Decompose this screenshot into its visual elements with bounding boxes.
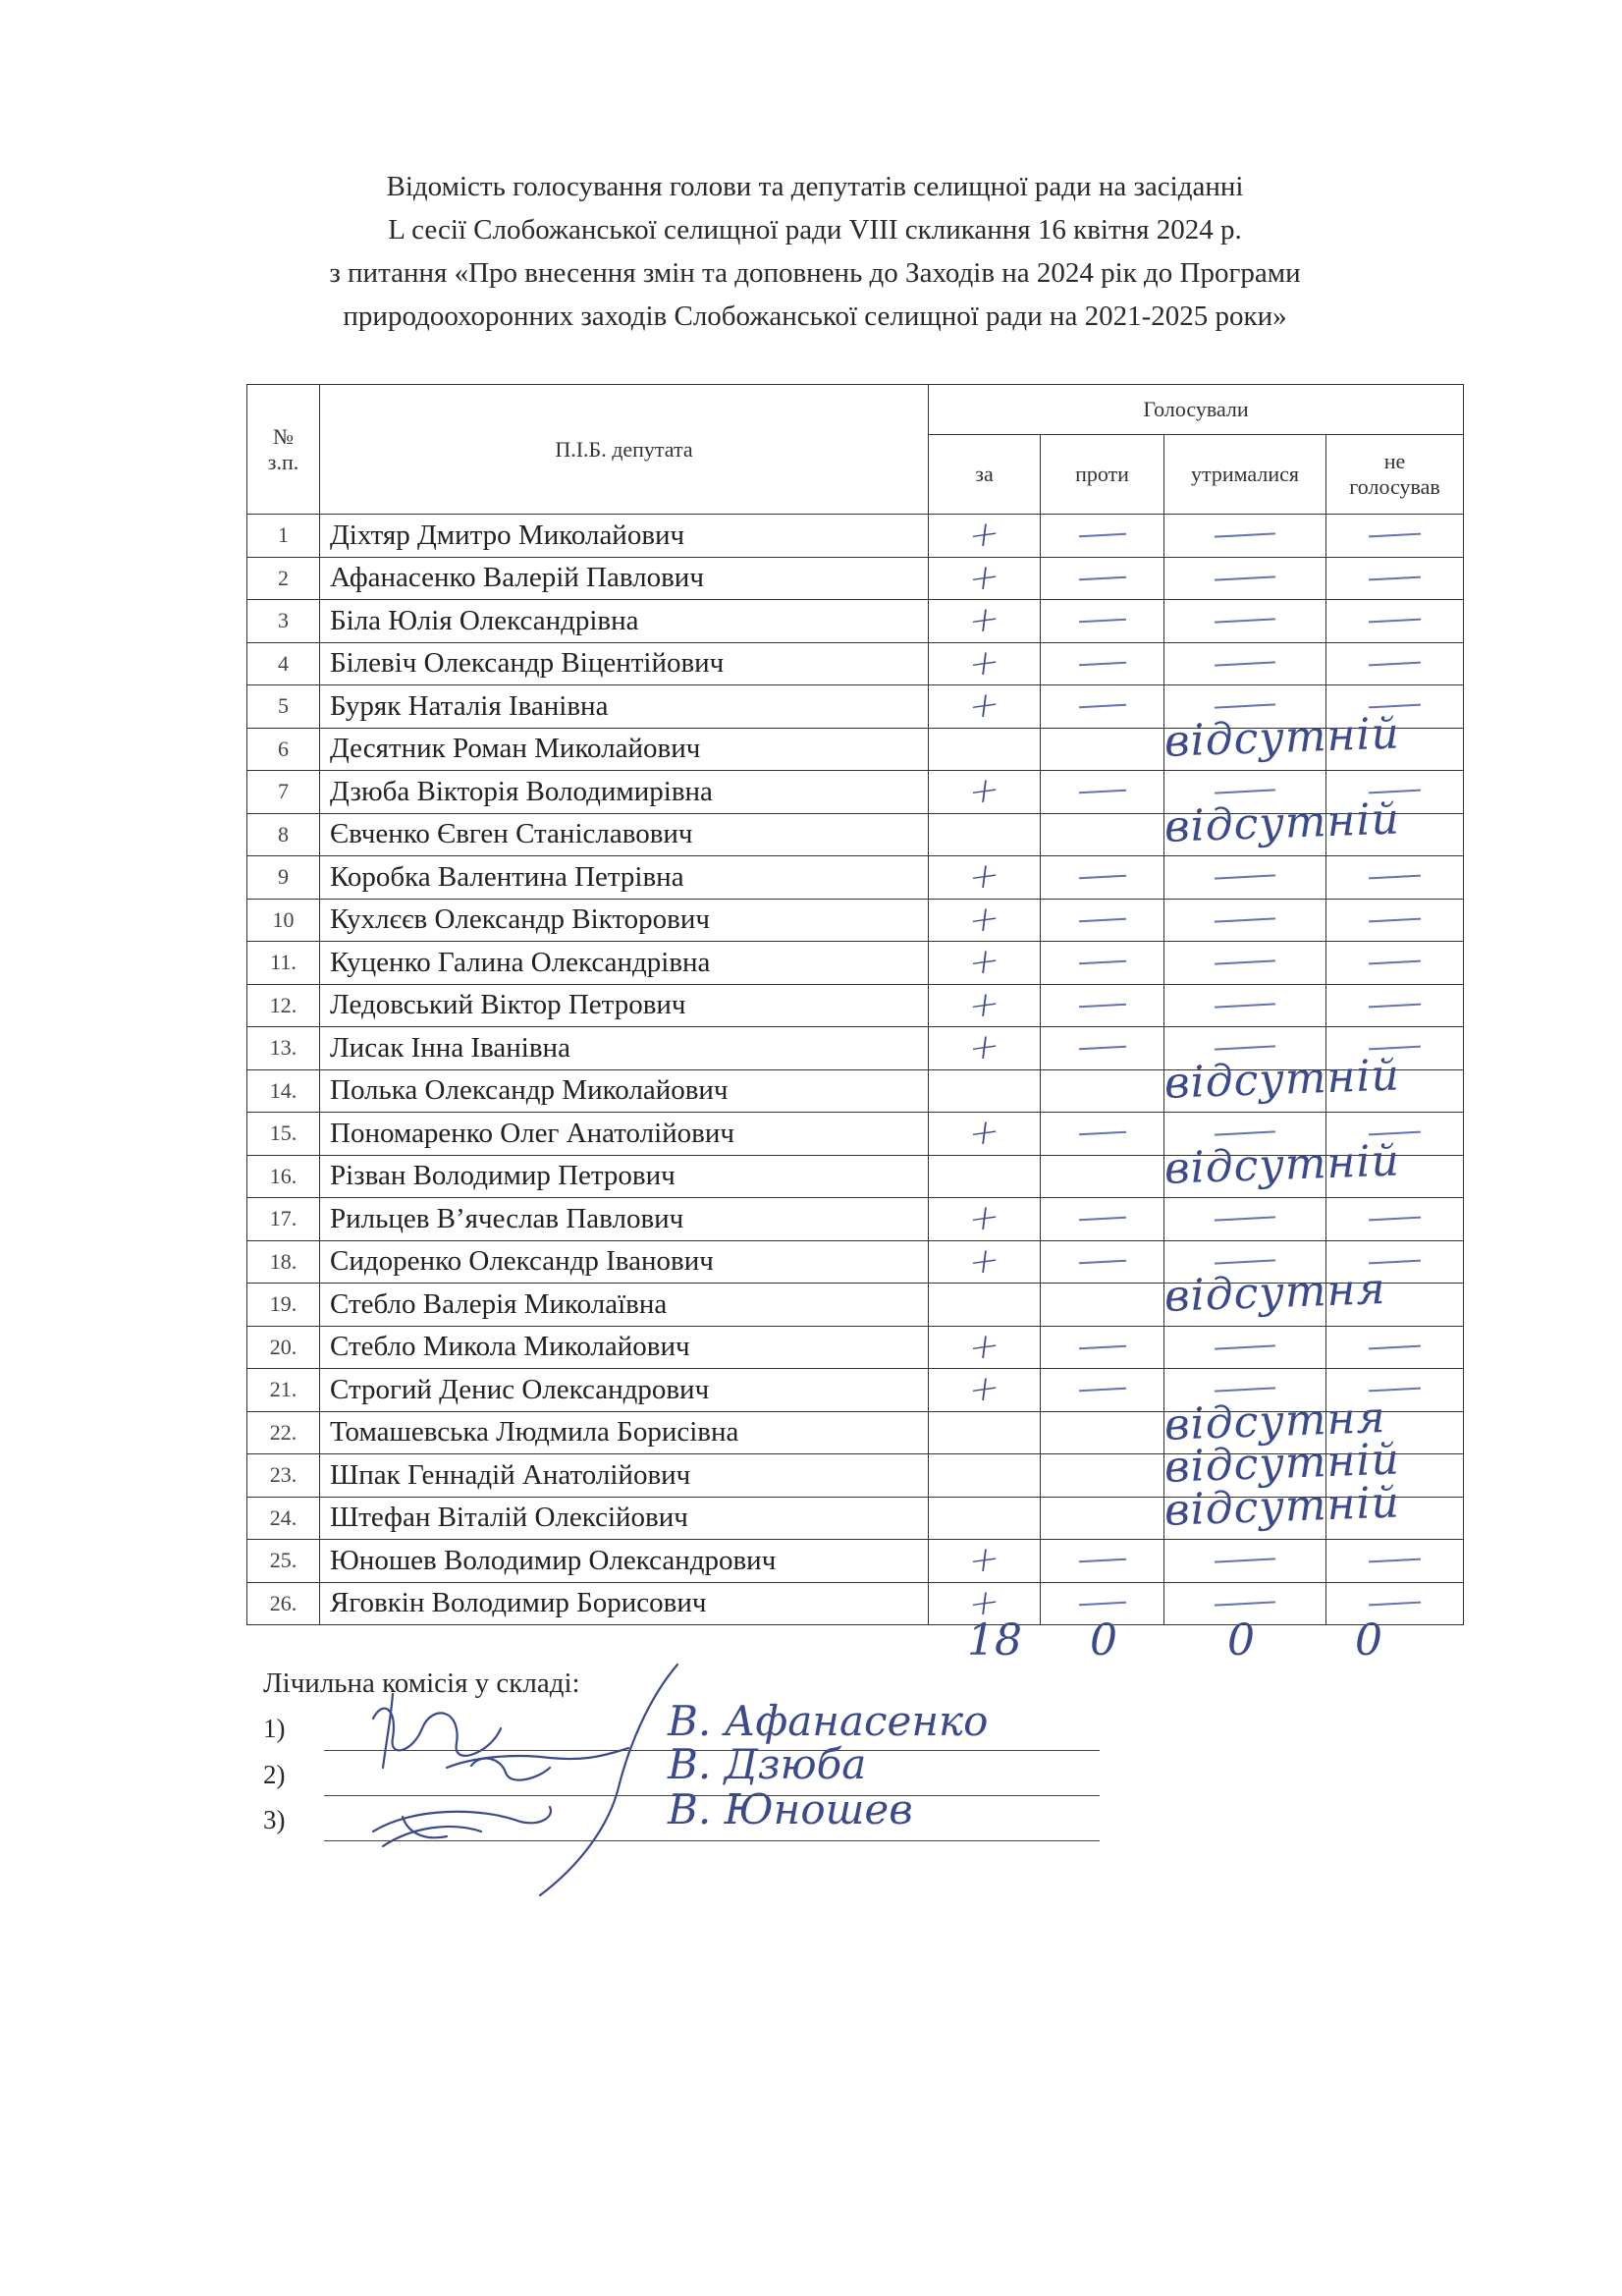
cell-proty [1041, 1027, 1164, 1070]
cell-za [929, 1326, 1041, 1369]
plus-mark-icon: + [966, 1580, 1002, 1625]
cell-ne-holosuvav [1326, 557, 1464, 600]
cell-proty [1041, 515, 1164, 558]
row-number: 25. [247, 1540, 320, 1583]
cell-za [929, 1284, 1041, 1327]
deputy-name: Пономаренко Олег Анатолійович [320, 1113, 929, 1156]
dash-mark-icon [1369, 790, 1421, 794]
commission-num-2: 2) [263, 1760, 286, 1789]
plus-mark-icon: + [966, 683, 1002, 729]
dash-mark-icon [1369, 619, 1421, 624]
table-row [247, 942, 1464, 985]
table-row [247, 728, 1464, 771]
cell-utrymalysia [1164, 1240, 1326, 1284]
cell-proty [1041, 1113, 1164, 1156]
dash-mark-icon [1079, 875, 1126, 879]
plus-mark-icon: + [966, 1238, 1002, 1284]
plus-mark-icon: + [966, 897, 1002, 942]
cell-ne-holosuvav [1326, 642, 1464, 685]
cell-utrymalysia [1163, 1392, 1387, 1454]
cell-proty [1041, 600, 1164, 643]
cell-proty [1041, 813, 1164, 856]
header-name: П.І.Б. депутата [320, 385, 929, 515]
commission-member-1: В. Афанасенко [668, 1697, 989, 1745]
row-number: 21. [247, 1369, 320, 1412]
deputy-name: Куценко Галина Олександрівна [320, 942, 929, 985]
dash-mark-icon [1079, 1602, 1126, 1606]
row-number: 9 [247, 856, 320, 900]
cell-za [929, 813, 1041, 856]
deputy-name: Кухлєєв Олександр Вікторович [320, 899, 929, 942]
cell-utrymalysia [1163, 1050, 1401, 1113]
commission-num-1: 1) [263, 1714, 286, 1743]
cell-za [929, 1454, 1041, 1498]
dash-mark-icon [1215, 1601, 1275, 1606]
table-row [247, 1113, 1464, 1156]
cell-za [929, 642, 1041, 685]
row-number: 23. [247, 1454, 320, 1498]
deputy-name: Полька Олександр Миколайович [320, 1069, 929, 1113]
dash-mark-icon [1215, 1217, 1275, 1222]
dash-mark-icon [1369, 533, 1421, 538]
table-row [247, 771, 1464, 814]
plus-mark-icon: + [966, 1025, 1002, 1070]
total-utrymalysia: 0 [1227, 1615, 1255, 1666]
dash-mark-icon [1369, 1217, 1421, 1222]
plus-mark-icon: + [966, 1111, 1002, 1156]
table-row [247, 1198, 1464, 1241]
dash-mark-icon [1369, 917, 1421, 922]
cell-proty [1041, 1155, 1164, 1198]
dash-mark-icon [1215, 1558, 1275, 1563]
row-number: 15. [247, 1113, 320, 1156]
cell-proty [1041, 856, 1164, 900]
dash-mark-icon [1215, 704, 1275, 709]
dash-mark-icon [1079, 704, 1126, 708]
cell-ne-holosuvav [1326, 728, 1464, 771]
document-heading [226, 165, 1404, 338]
cell-ne-holosuvav [1326, 1198, 1464, 1241]
deputy-name: Стебло Валерія Миколаївна [320, 1284, 929, 1327]
cell-ne-holosuvav [1326, 1155, 1464, 1198]
row-number: 2 [247, 557, 320, 600]
deputy-name: Різван Володимир Петрович [320, 1155, 929, 1198]
row-number: 1 [247, 515, 320, 558]
row-number: 11. [247, 942, 320, 985]
dash-mark-icon [1079, 1131, 1126, 1135]
cell-proty [1041, 1411, 1164, 1454]
table-row [247, 1454, 1464, 1498]
deputy-name: Коробка Валентина Петрівна [320, 856, 929, 900]
absent-note: відсутній [1163, 1434, 1401, 1493]
deputy-name: Лисак Інна Іванівна [320, 1027, 929, 1070]
row-number: 4 [247, 642, 320, 685]
dash-mark-icon [1215, 875, 1275, 880]
dash-mark-icon [1215, 1259, 1275, 1264]
table-row [247, 515, 1464, 558]
row-number: 12. [247, 984, 320, 1027]
cell-ne-holosuvav [1326, 1326, 1464, 1369]
dash-mark-icon [1079, 1004, 1126, 1008]
cell-proty [1041, 1240, 1164, 1284]
cell-ne-holosuvav [1326, 1113, 1464, 1156]
cell-utrymalysia [1163, 1135, 1401, 1198]
table-row [247, 813, 1464, 856]
cell-za [929, 1113, 1041, 1156]
dash-mark-icon [1079, 1345, 1126, 1349]
dash-mark-icon [1079, 790, 1126, 793]
plus-mark-icon: + [966, 854, 1002, 900]
cell-utrymalysia [1164, 1113, 1326, 1156]
deputy-name: Ледовський Віктор Петрович [320, 984, 929, 1027]
cell-utrymalysia [1164, 984, 1326, 1027]
table-row [247, 899, 1464, 942]
dash-mark-icon [1079, 960, 1126, 964]
absent-note: відсутня [1163, 1392, 1387, 1450]
cell-utrymalysia [1164, 515, 1326, 558]
absent-note: відсутній [1163, 1050, 1401, 1109]
cell-ne-holosuvav [1326, 1454, 1464, 1498]
cell-ne-holosuvav [1326, 1027, 1464, 1070]
cell-utrymalysia [1164, 1369, 1326, 1412]
table-row [247, 1582, 1464, 1625]
table-row [247, 1326, 1464, 1369]
table-row [247, 856, 1464, 900]
table-row [247, 1411, 1464, 1454]
dash-mark-icon [1079, 918, 1126, 922]
deputy-name: Діхтяр Дмитро Миколайович [320, 515, 929, 558]
plus-mark-icon: + [966, 1367, 1002, 1412]
row-number: 6 [247, 728, 320, 771]
cell-ne-holosuvav [1326, 942, 1464, 985]
header-ne-holosuvav: не голосував [1326, 435, 1464, 515]
dash-mark-icon [1369, 875, 1421, 880]
dash-mark-icon [1369, 1558, 1421, 1563]
cell-utrymalysia [1164, 1540, 1326, 1583]
cell-za [929, 856, 1041, 900]
cell-utrymalysia [1164, 1198, 1326, 1241]
voting-table [246, 384, 1464, 1625]
cell-ne-holosuvav [1326, 600, 1464, 643]
dash-mark-icon [1369, 1388, 1421, 1393]
dash-mark-icon [1215, 533, 1275, 538]
cell-utrymalysia [1163, 793, 1401, 856]
plus-mark-icon: + [966, 769, 1002, 814]
dash-mark-icon [1215, 960, 1275, 965]
cell-utrymalysia [1163, 1264, 1387, 1327]
row-number: 10 [247, 899, 320, 942]
dash-mark-icon [1215, 1344, 1275, 1349]
row-number: 22. [247, 1411, 320, 1454]
deputy-name: Томашевська Людмила Борисівна [320, 1411, 929, 1454]
cell-za [929, 771, 1041, 814]
row-number: 3 [247, 600, 320, 643]
row-number: 13. [247, 1027, 320, 1070]
total-za: 18 [967, 1615, 1022, 1666]
cell-proty [1041, 1284, 1164, 1327]
commission-member-2: В. Дзюба [668, 1740, 867, 1788]
cell-za [929, 1069, 1041, 1113]
cell-proty [1041, 1497, 1164, 1540]
cell-za [929, 1369, 1041, 1412]
cell-za [929, 600, 1041, 643]
plus-mark-icon: + [966, 1538, 1002, 1583]
cell-za [929, 1411, 1041, 1454]
dash-mark-icon [1215, 1003, 1275, 1008]
cell-utrymalysia [1164, 771, 1326, 814]
handwritten-signatures [353, 1660, 687, 1905]
cell-za [929, 899, 1041, 942]
header-proty: проти [1041, 435, 1164, 515]
table-row [247, 685, 1464, 729]
deputy-name: Юношев Володимир Олександрович [320, 1540, 929, 1583]
cell-proty [1041, 1198, 1164, 1241]
cell-ne-holosuvav [1326, 1369, 1464, 1412]
dash-mark-icon [1369, 704, 1421, 709]
dash-mark-icon [1079, 1388, 1126, 1392]
cell-ne-holosuvav [1326, 984, 1464, 1027]
cell-utrymalysia [1164, 1027, 1326, 1070]
row-number: 20. [247, 1326, 320, 1369]
dash-mark-icon [1215, 1046, 1275, 1051]
absent-note: відсутній [1163, 1477, 1401, 1536]
dash-mark-icon [1079, 662, 1126, 666]
absent-note: відсутній [1163, 1135, 1401, 1194]
dash-mark-icon [1079, 533, 1126, 537]
dash-mark-icon [1215, 619, 1275, 624]
table-row [247, 1027, 1464, 1070]
deputy-name: Шпак Геннадій Анатолійович [320, 1454, 929, 1498]
dash-mark-icon [1369, 1131, 1421, 1136]
row-number: 18. [247, 1240, 320, 1284]
dash-mark-icon [1369, 1344, 1421, 1349]
deputy-name: Десятник Роман Миколайович [320, 728, 929, 771]
cell-ne-holosuvav [1326, 1497, 1464, 1540]
heading-line-3: з питання «Про внесення змін та доповнень до Заходів на 2024 рік до Програми [329, 257, 1301, 289]
row-number: 24. [247, 1497, 320, 1540]
deputy-name: Сидоренко Олександр Іванович [320, 1240, 929, 1284]
cell-proty [1041, 942, 1164, 985]
cell-proty [1041, 984, 1164, 1027]
deputy-name: Строгий Денис Олександрович [320, 1369, 929, 1412]
cell-ne-holosuvav [1326, 1284, 1464, 1327]
deputy-name: Стебло Микола Миколайович [320, 1326, 929, 1369]
table-row [247, 557, 1464, 600]
cell-utrymalysia [1163, 1477, 1401, 1540]
commission-member-3: В. Юношев [668, 1785, 913, 1833]
heading-line-4: природоохоронних заходів Слобожанської селищної ради на 2021-2025 роки» [343, 301, 1287, 332]
plus-mark-icon: + [966, 982, 1002, 1027]
cell-utrymalysia [1164, 685, 1326, 729]
cell-ne-holosuvav [1326, 856, 1464, 900]
dash-mark-icon [1369, 960, 1421, 965]
cell-ne-holosuvav [1326, 515, 1464, 558]
cell-utrymalysia [1164, 899, 1326, 942]
cell-ne-holosuvav [1326, 1582, 1464, 1625]
plus-mark-icon: + [966, 940, 1002, 985]
cell-za [929, 1540, 1041, 1583]
row-number: 19. [247, 1284, 320, 1327]
row-number: 17. [247, 1198, 320, 1241]
row-number: 16. [247, 1155, 320, 1198]
plus-mark-icon: + [966, 640, 1002, 685]
cell-za [929, 515, 1041, 558]
dash-mark-icon [1369, 661, 1421, 666]
table-row [247, 984, 1464, 1027]
header-voted: Голосували [929, 385, 1464, 435]
absent-note: відсутній [1163, 708, 1401, 767]
cell-utrymalysia [1164, 557, 1326, 600]
cell-ne-holosuvav [1326, 685, 1464, 729]
cell-proty [1041, 1326, 1164, 1369]
deputy-name: Рильцев В’ячеслав Павлович [320, 1198, 929, 1241]
table-row [247, 1497, 1464, 1540]
row-number: 14. [247, 1069, 320, 1113]
absent-note: відсутній [1163, 793, 1401, 852]
total-ne-holosuvav: 0 [1355, 1615, 1382, 1666]
cell-proty [1041, 1540, 1164, 1583]
cell-utrymalysia [1164, 942, 1326, 985]
dash-mark-icon [1079, 576, 1126, 580]
cell-utrymalysia [1164, 1326, 1326, 1369]
commission-label: Лічильна комісія у складі: [263, 1667, 580, 1699]
dash-mark-icon [1215, 1388, 1275, 1393]
dash-mark-icon [1215, 661, 1275, 666]
cell-ne-holosuvav [1326, 1411, 1464, 1454]
cell-ne-holosuvav [1326, 1540, 1464, 1583]
table-row [247, 1540, 1464, 1583]
dash-mark-icon [1215, 575, 1275, 580]
cell-ne-holosuvav [1326, 1069, 1464, 1113]
cell-ne-holosuvav [1326, 813, 1464, 856]
plus-mark-icon: + [966, 555, 1002, 600]
heading-line-1: Відомість голосування голови та депутатів селищної ради на засіданні [386, 171, 1244, 202]
voting-table-body [247, 515, 1464, 1625]
table-row [247, 1155, 1464, 1198]
table-row [247, 1240, 1464, 1284]
heading-line-2: L сесії Слобожанської селищної ради VIII скликання 16 квітня 2024 р. [388, 214, 1242, 246]
cell-proty [1041, 771, 1164, 814]
cell-za [929, 728, 1041, 771]
plus-mark-icon: + [966, 598, 1002, 643]
dash-mark-icon [1215, 1131, 1275, 1136]
dash-mark-icon [1079, 1217, 1126, 1221]
table-row [247, 642, 1464, 685]
cell-utrymalysia [1163, 1434, 1401, 1498]
deputy-name: Яговкін Володимир Борисович [320, 1582, 929, 1625]
header-num: № з.п. [247, 385, 320, 515]
cell-ne-holosuvav [1326, 1240, 1464, 1284]
row-number: 26. [247, 1582, 320, 1625]
cell-proty [1041, 1369, 1164, 1412]
cell-utrymalysia [1164, 856, 1326, 900]
table-row [247, 1369, 1464, 1412]
cell-za [929, 984, 1041, 1027]
cell-utrymalysia [1164, 642, 1326, 685]
cell-za [929, 1027, 1041, 1070]
absent-note: відсутня [1163, 1264, 1387, 1322]
cell-utrymalysia [1164, 600, 1326, 643]
cell-proty [1041, 642, 1164, 685]
dash-mark-icon [1369, 1046, 1421, 1051]
dash-mark-icon [1369, 1003, 1421, 1008]
table-row [247, 600, 1464, 643]
cell-proty [1041, 557, 1164, 600]
row-number: 5 [247, 685, 320, 729]
cell-ne-holosuvav [1326, 899, 1464, 942]
dash-mark-icon [1369, 575, 1421, 580]
row-number: 8 [247, 813, 320, 856]
cell-proty [1041, 728, 1164, 771]
cell-proty [1041, 1069, 1164, 1113]
row-number: 7 [247, 771, 320, 814]
deputy-name: Дзюба Вікторія Володимирівна [320, 771, 929, 814]
total-proty: 0 [1090, 1615, 1117, 1666]
dash-mark-icon [1215, 790, 1275, 794]
cell-za [929, 685, 1041, 729]
cell-za [929, 1240, 1041, 1284]
plus-mark-icon: + [966, 1324, 1002, 1369]
cell-proty [1041, 1454, 1164, 1498]
dash-mark-icon [1079, 1046, 1126, 1050]
dash-mark-icon [1369, 1259, 1421, 1264]
cell-proty [1041, 685, 1164, 729]
dash-mark-icon [1369, 1601, 1421, 1606]
dash-mark-icon [1079, 1260, 1126, 1264]
plus-mark-icon: + [966, 513, 1002, 558]
deputy-name: Біла Юлія Олександрівна [320, 600, 929, 643]
cell-za [929, 1155, 1041, 1198]
deputy-name: Євченко Євген Станіславович [320, 813, 929, 856]
dash-mark-icon [1079, 619, 1126, 623]
deputy-name: Штефан Віталій Олексійович [320, 1497, 929, 1540]
cell-za [929, 942, 1041, 985]
plus-mark-icon: + [966, 1196, 1002, 1241]
commission-num-3: 3) [263, 1805, 286, 1834]
header-za: за [929, 435, 1041, 515]
dash-mark-icon [1079, 1558, 1126, 1562]
deputy-name: Білевіч Олександр Віцентійович [320, 642, 929, 685]
deputy-name: Афанасенко Валерій Павлович [320, 557, 929, 600]
cell-proty [1041, 899, 1164, 942]
cell-za [929, 557, 1041, 600]
table-row [247, 1069, 1464, 1113]
table-row [247, 1284, 1464, 1327]
cell-za [929, 1497, 1041, 1540]
cell-utrymalysia [1163, 708, 1401, 771]
header-utrymalysia: утрималися [1164, 435, 1326, 515]
dash-mark-icon [1215, 917, 1275, 922]
cell-za [929, 1198, 1041, 1241]
cell-ne-holosuvav [1326, 771, 1464, 814]
deputy-name: Буряк Наталія Іванівна [320, 685, 929, 729]
